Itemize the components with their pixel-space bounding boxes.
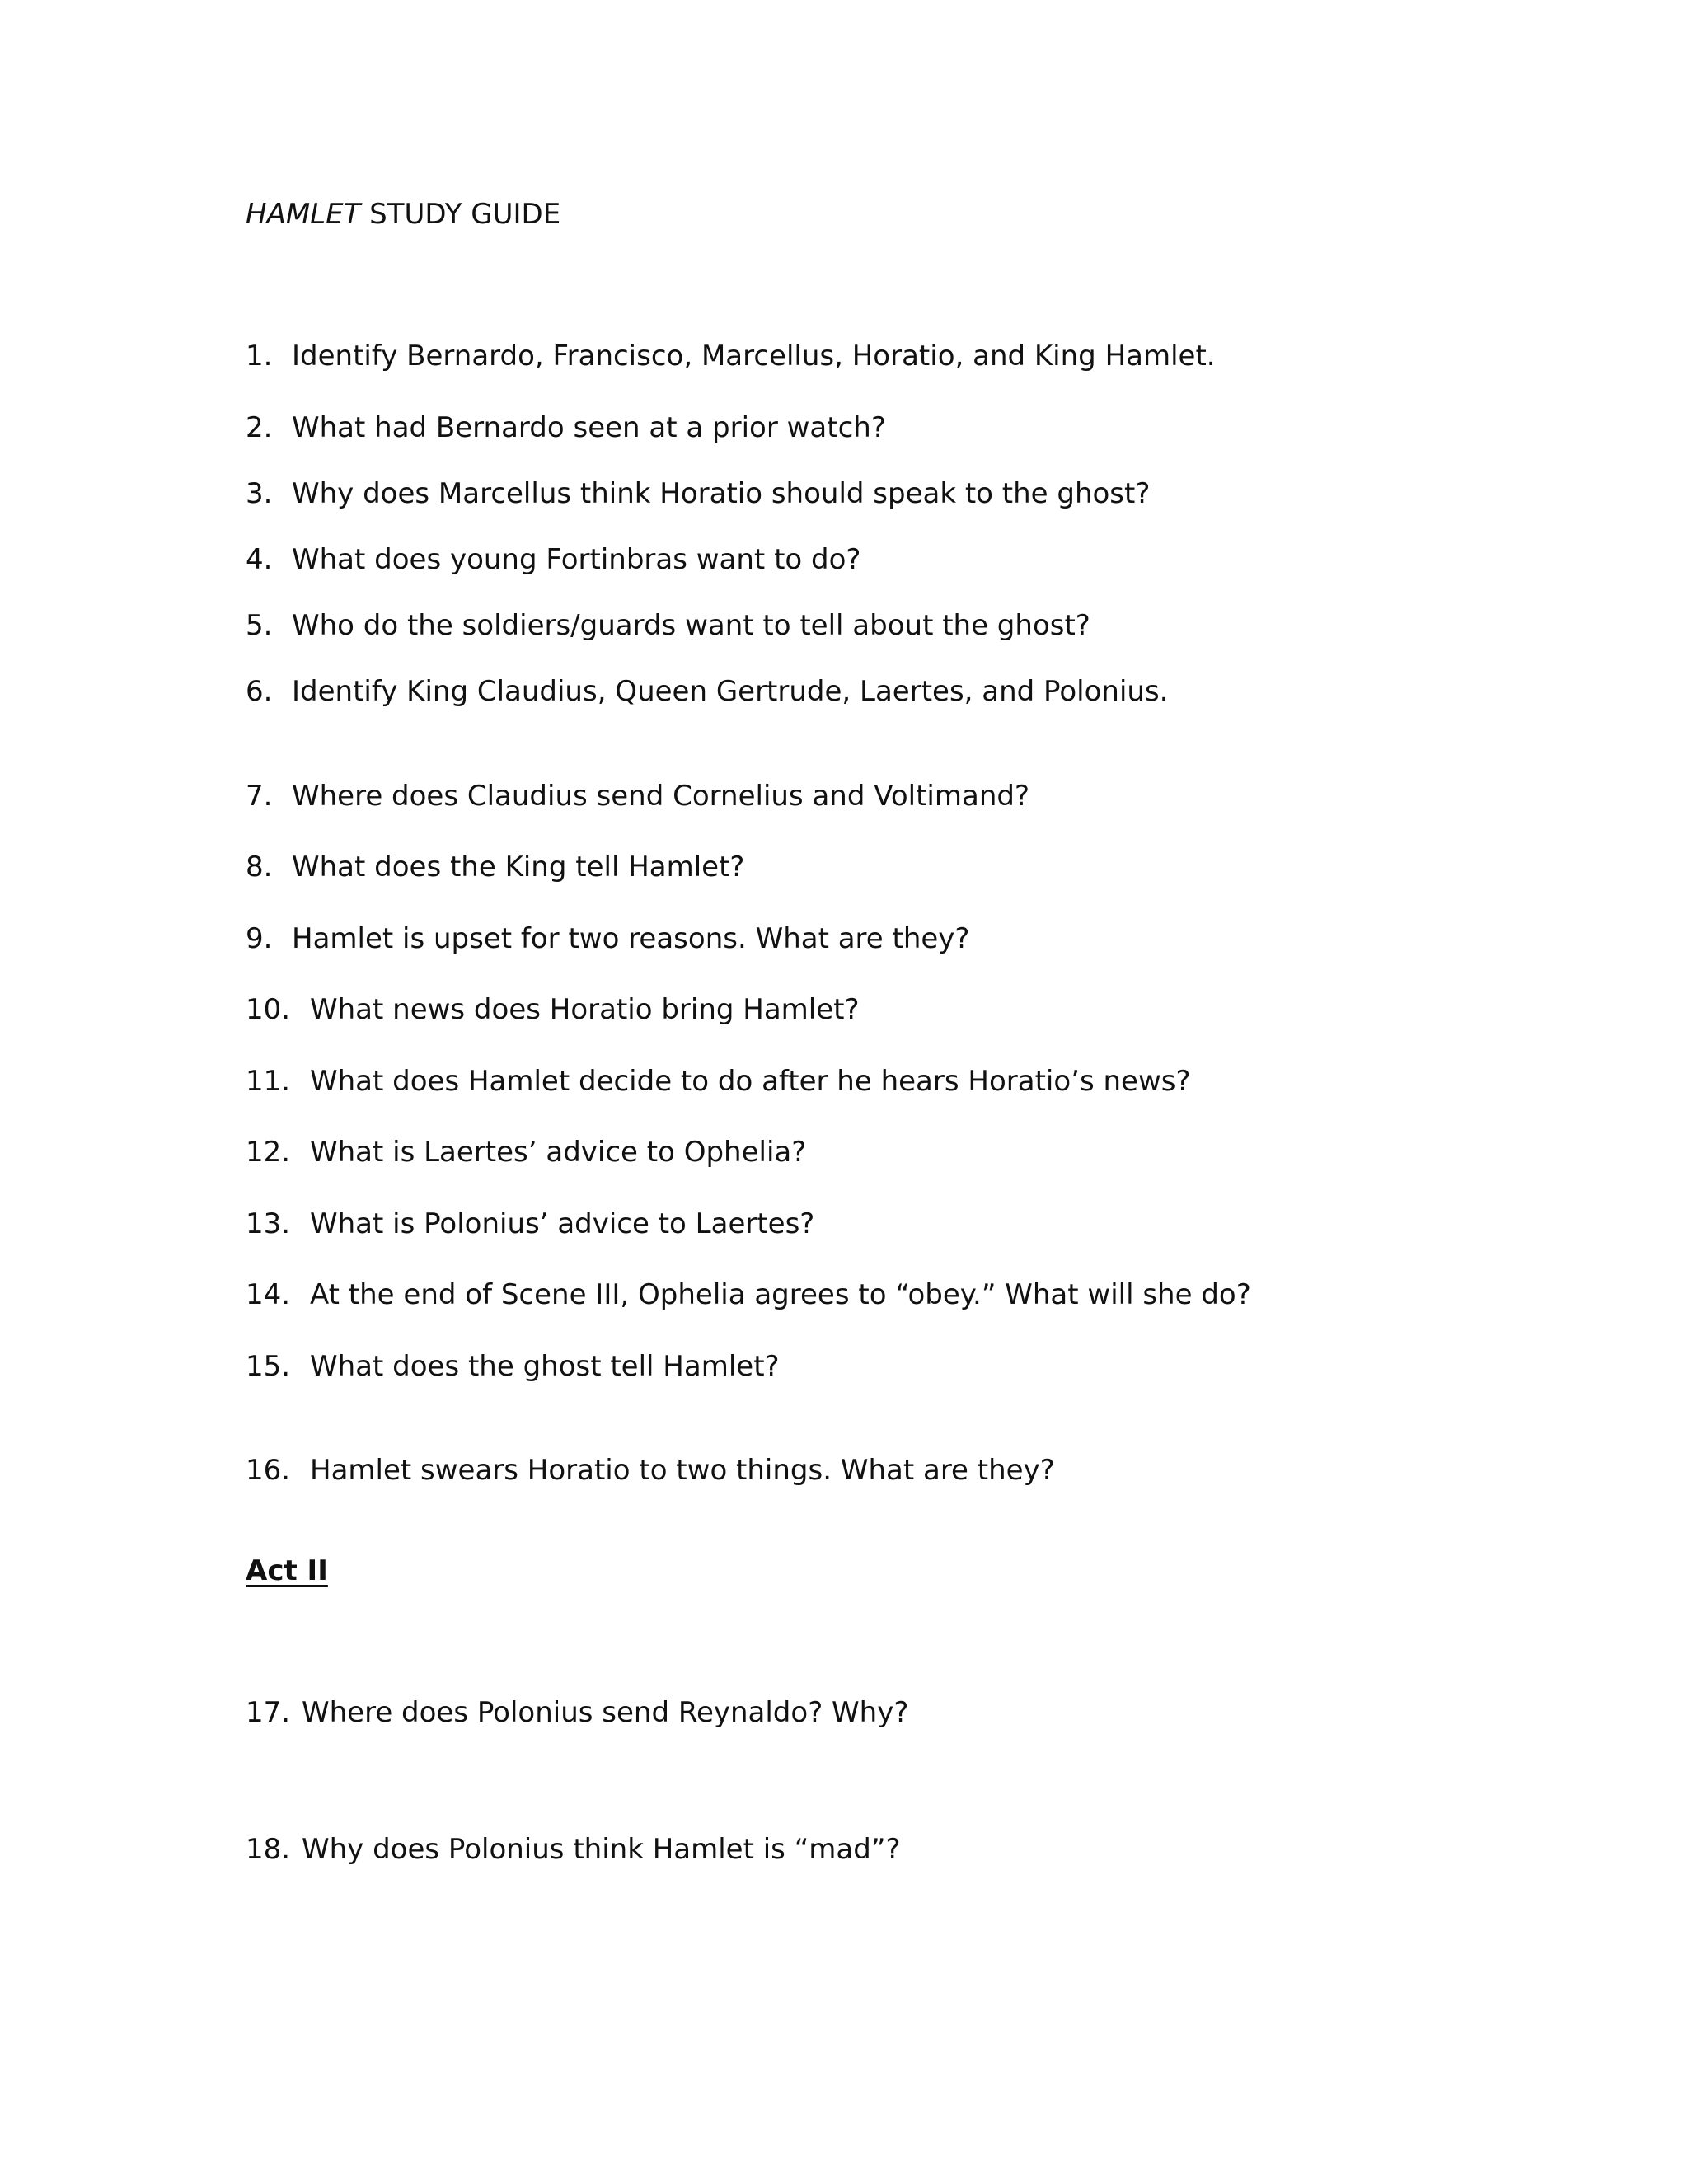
question-item — [246, 673, 1168, 710]
question-item — [246, 849, 744, 885]
question-number: 7. — [246, 780, 273, 813]
question-item — [246, 476, 1150, 512]
question-text: At the end of Scene III, Ophelia agrees to “obey.” What will she do? — [310, 1278, 1251, 1311]
question-text: Identify Bernardo, Francisco, Marcellus, Horatio, and King Hamlet. — [292, 340, 1216, 373]
question-number: 12. — [246, 1136, 291, 1169]
question-number: 15. — [246, 1350, 291, 1383]
question-item — [246, 410, 886, 446]
question-number: 4. — [246, 543, 273, 576]
question-text: What does young Fortinbras want to do? — [292, 543, 861, 576]
question-text: What is Polonius’ advice to Laertes? — [310, 1207, 815, 1240]
question-item — [246, 991, 860, 1028]
question-item — [246, 1063, 1191, 1099]
question-item — [246, 921, 969, 957]
question-number: 13. — [246, 1207, 291, 1240]
question-number: 18. — [246, 1833, 291, 1866]
question-item — [246, 1694, 908, 1731]
question-number: 6. — [246, 675, 273, 708]
question-item — [246, 1277, 1251, 1313]
question-text: Why does Polonius think Hamlet is “mad”? — [302, 1833, 901, 1866]
question-text: Hamlet swears Horatio to two things. What are they? — [310, 1454, 1055, 1487]
question-number: 14. — [246, 1278, 291, 1311]
question-number: 1. — [246, 340, 273, 373]
question-number: 16. — [246, 1454, 291, 1487]
question-text: What had Bernardo seen at a prior watch? — [292, 411, 886, 444]
question-text: What does the ghost tell Hamlet? — [310, 1350, 780, 1383]
question-number: 11. — [246, 1065, 291, 1098]
question-text: What news does Horatio bring Hamlet? — [310, 993, 860, 1026]
question-text: Where does Claudius send Cornelius and Voltimand? — [292, 780, 1030, 813]
question-number: 9. — [246, 922, 273, 955]
question-text: What does the King tell Hamlet? — [292, 851, 745, 883]
question-item — [246, 1206, 814, 1242]
title-rest: STUDY GUIDE — [360, 198, 561, 231]
question-number: 2. — [246, 411, 273, 444]
page-title — [246, 196, 560, 232]
question-item — [246, 607, 1090, 644]
act-ii-heading: Act II — [246, 1554, 328, 1587]
question-item — [246, 1134, 806, 1170]
question-number: 10. — [246, 993, 291, 1026]
question-item — [246, 338, 1216, 374]
question-number: 5. — [246, 609, 273, 642]
question-item — [246, 1831, 901, 1868]
question-number: 3. — [246, 477, 273, 510]
question-text: What does Hamlet decide to do after he hears Horatio’s news? — [310, 1065, 1191, 1098]
question-item — [246, 778, 1029, 814]
question-text: Why does Marcellus think Horatio should speak to the ghost? — [292, 477, 1151, 510]
question-text: Hamlet is upset for two reasons. What are they? — [292, 922, 970, 955]
question-text: What is Laertes’ advice to Ophelia? — [310, 1136, 807, 1169]
question-text: Where does Polonius send Reynaldo? Why? — [302, 1696, 909, 1729]
title-italic: HAMLET — [246, 198, 361, 231]
question-item — [246, 1452, 1055, 1488]
question-number: 17. — [246, 1696, 291, 1729]
question-item — [246, 1348, 780, 1385]
question-item — [246, 541, 860, 578]
question-text: Who do the soldiers/guards want to tell about the ghost? — [292, 609, 1090, 642]
question-text: Identify King Claudius, Queen Gertrude, Laertes, and Polonius. — [292, 675, 1169, 708]
question-number: 8. — [246, 851, 273, 883]
